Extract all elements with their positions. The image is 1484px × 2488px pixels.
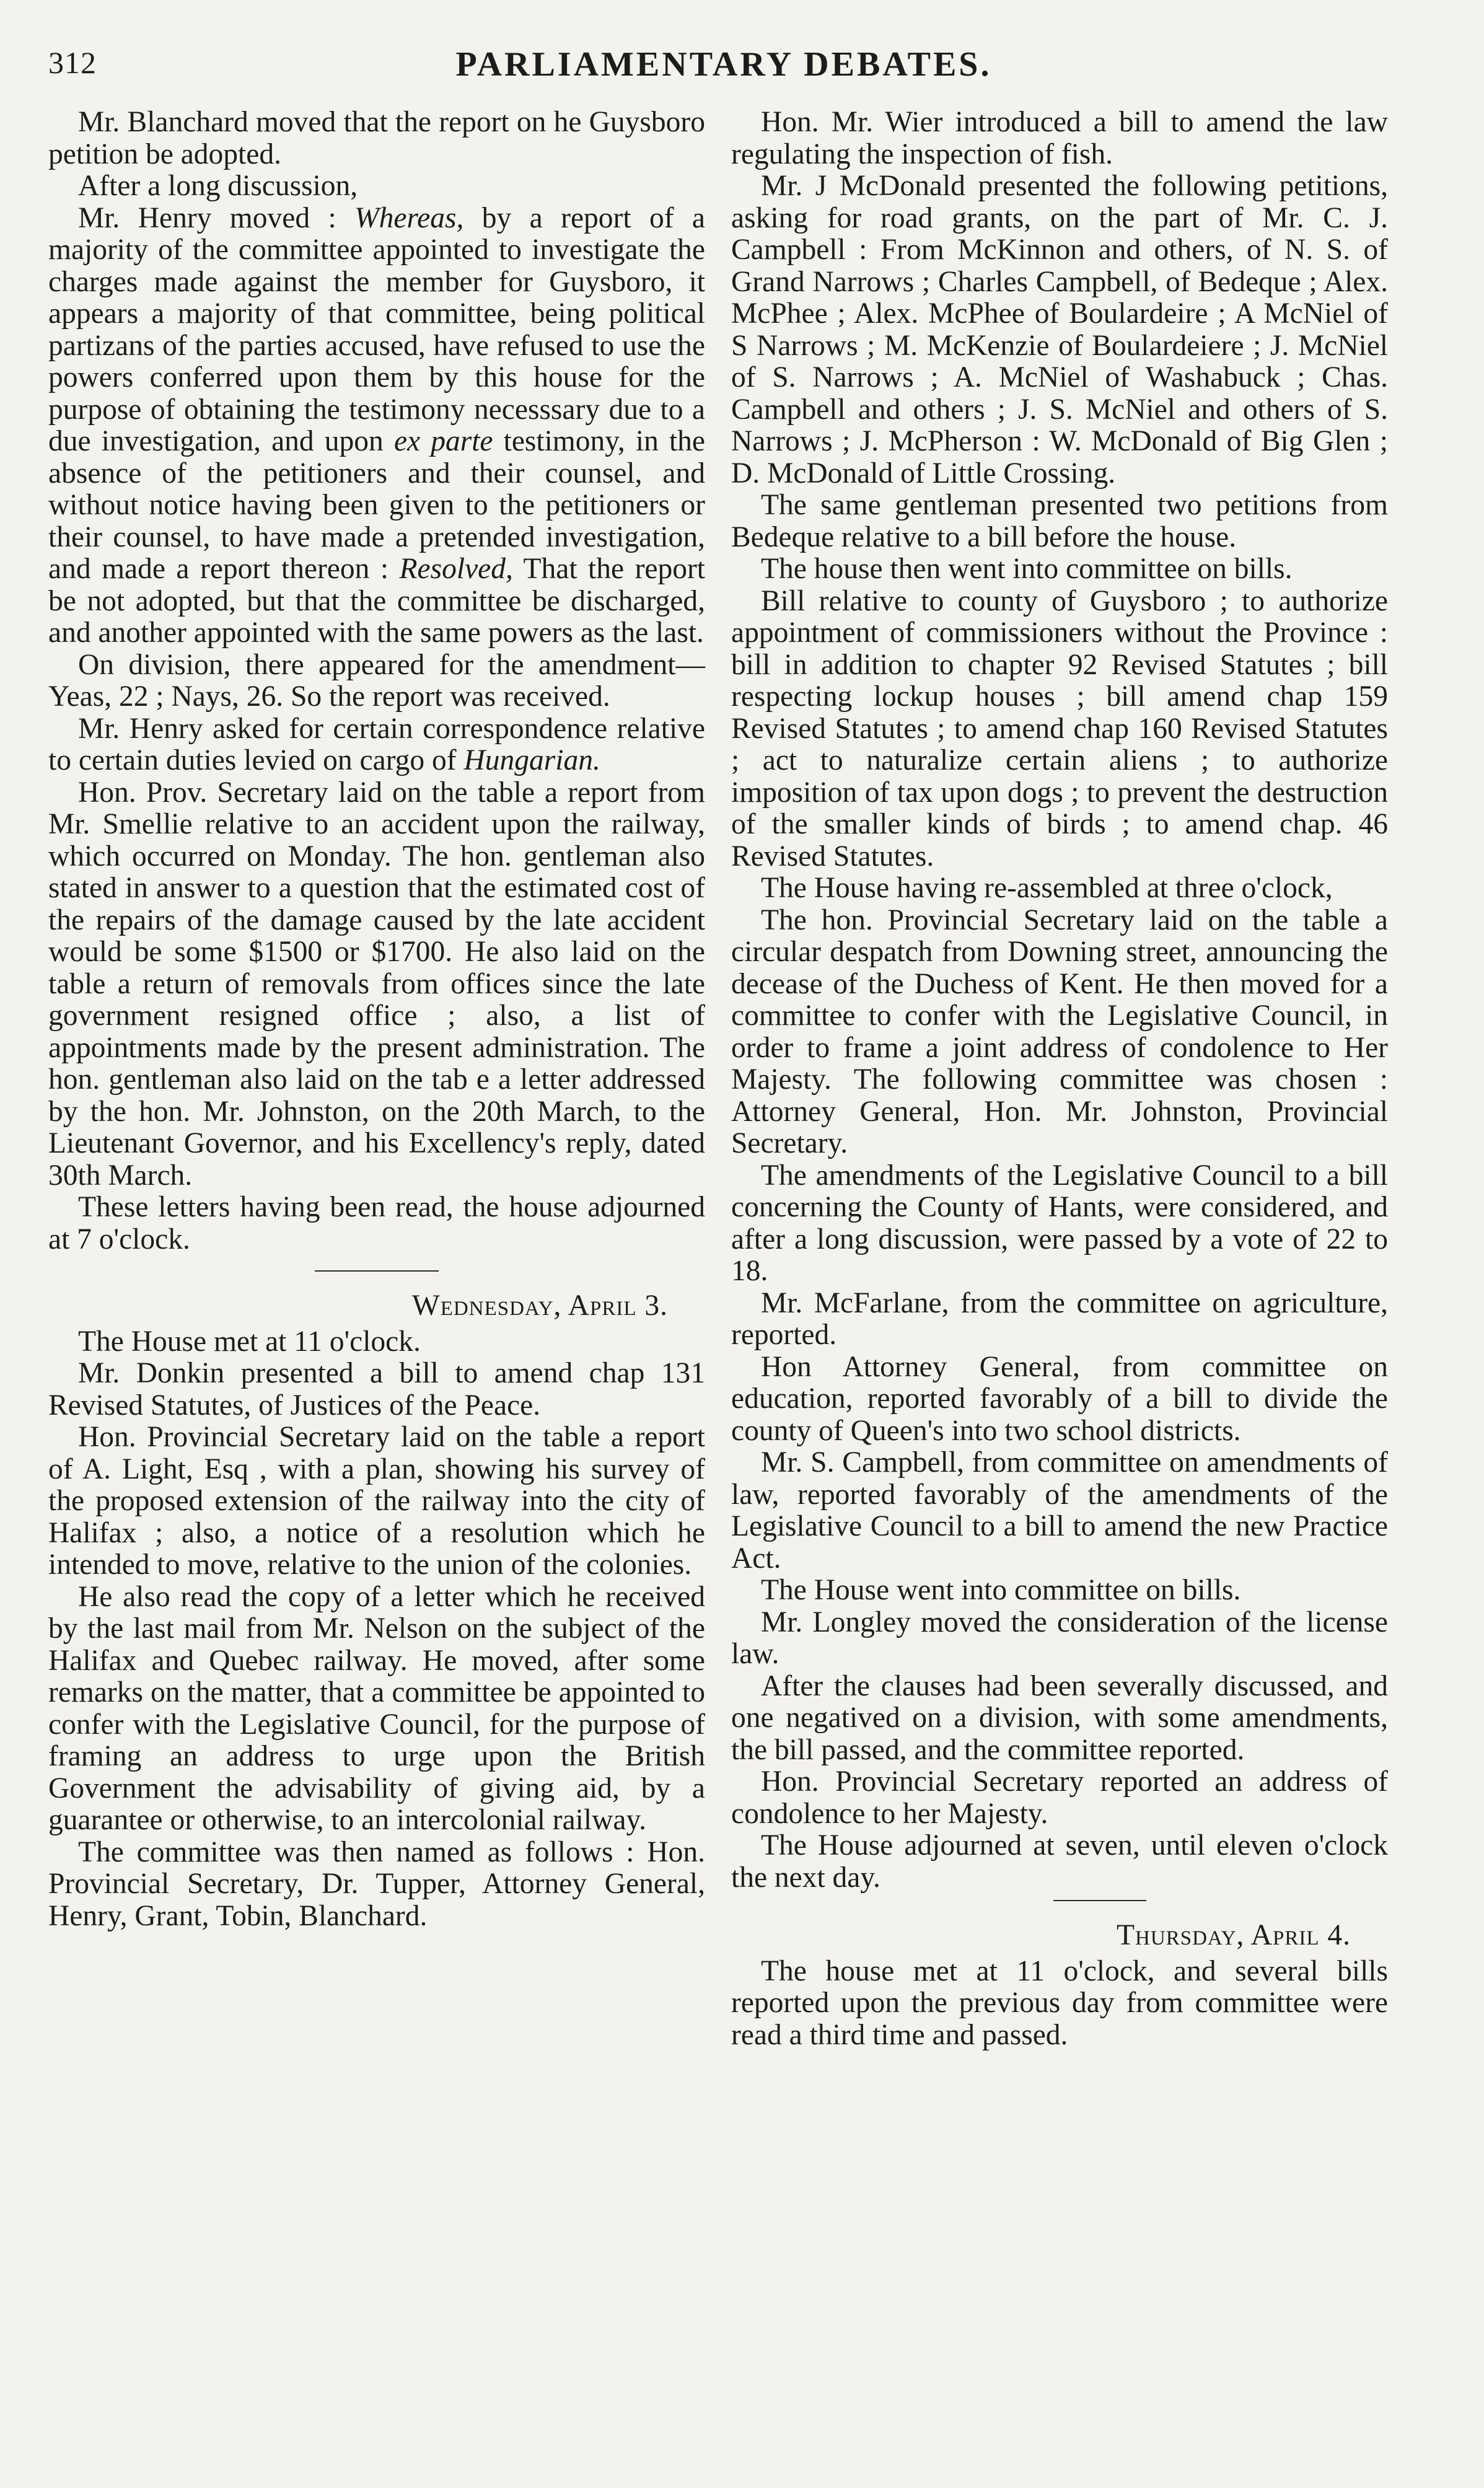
paragraph: Mr. Blanchard moved that the report on he Guysboro petition be adopted. [48, 106, 705, 170]
paragraph [48, 203, 705, 649]
text-run: by a report of a majority of the committee appointed to investigate the charges made against the member for Guysboro, it appears a majority of that committee, being political partizans of the parties accused, have refused to use the powers conferred upon them by this house for the purpose of obtaining the testimony necesssary due to a due investigation, and upon [48, 201, 705, 457]
running-title: PARLIAMENTARY DEBATES. [455, 45, 992, 84]
paragraph: The House having re-assembled at three o'clock, [761, 872, 1333, 904]
paragraph: After the clauses had been severally discussed, and one negatived on a division, with some amendments, the bill passed, and the committee reported. [731, 1669, 1388, 1766]
paragraph: The same gentleman presented two petitions from Bedeque relative to a bill before the house. [731, 489, 1388, 553]
paragraph [48, 713, 705, 777]
italic-run: ex parte [393, 425, 493, 457]
left-column [48, 107, 705, 1932]
paragraph: Mr. McFarlane, from the committee on agriculture, reported. [731, 1286, 1388, 1351]
page-header [48, 45, 1399, 88]
right-column [731, 107, 1388, 2051]
italic-run: Resolved, [399, 553, 513, 585]
paragraph: The House met at 11 o'clock. [78, 1325, 421, 1358]
paragraph: The committee was then named as follows : Hon. Provincial Secretary, Dr. Tupper, Attorney General, Henry, Grant, Tobin, Blanchard. [48, 1835, 705, 1932]
paragraph: Mr. S. Campbell, from committee on amendments of law, reported favorably of the amendments of the Legislative Council to a bill to amend the new Practice Act. [731, 1446, 1388, 1575]
page-number: 312 [48, 45, 97, 80]
paragraph: The House adjourned at seven, until eleven o'clock the next day. [731, 1829, 1388, 1894]
paragraph: The hon. Provincial Secretary laid on the table a circular despatch from Downing street, announcing the decease of the Duchess of Kent. He then moved for a committee to confer with the Legislative Council, in order to frame a joint address of condolence to Her Majesty. The following committee was chosen : Attorney General, Hon. Mr. Johnston, Provincial Secretary. [731, 903, 1388, 1159]
paragraph: Hon. Prov. Secretary laid on the table a report from Mr. Smellie relative to an accident upon the railway, which occurred on Monday. The hon. gentleman also stated in answer to a question that the estimated cost of the repairs of the damage caused by the late accident would be some $1500 or $1700. He also laid on the table a return of removals from offices since the late government resigned office ; also, a list of appointments made by the present administration. The hon. gentleman also laid on the tab e a letter addressed by the hon. Mr. Johnston, on the 20th March, to the Lieutenant Governor, and his Excellency's reply, dated 30th March. [48, 776, 705, 1192]
paragraph: Hon Attorney General, from committee on education, reported favorably of a bill to divide the county of Queen's into two school districts. [731, 1350, 1388, 1447]
text-run: Mr. Henry moved : [78, 201, 336, 234]
paragraph: These letters having been read, the house adjourned at 7 o'clock. [48, 1191, 705, 1255]
paragraph: Mr. Donkin presented a bill to amend chap 131 Revised Statutes, of Justices of the Peace. [48, 1357, 705, 1422]
text-run: testimony, in the absence of the petitioners and their counsel, and without notice having been given to the petitioners or their counsel, to have made a pretended investigation, and made a report thereon : [48, 425, 705, 585]
paragraph: The house then went into committee on bills. [761, 553, 1293, 585]
paragraph: He also read the copy of a letter which he received by the last mail from Mr. Nelson on the subject of the Halifax and Quebec railway. He moved, after some remarks on the matter, that a committee be appointed to confer with the Legislative Council, for the purpose of framing an address to urge upon the British Government the advisability of giving aid, by a guarantee or otherwise, to an intercolonial railway. [48, 1580, 705, 1836]
paragraph: After a long discussion, [78, 170, 358, 202]
paragraph: Hon. Mr. Wier introduced a bill to amend the law regulating the inspection of fish. [731, 106, 1388, 170]
paragraph: The House went into committee on bills. [761, 1574, 1241, 1606]
paragraph: Hon. Provincial Secretary reported an address of condolence to her Majesty. [731, 1765, 1388, 1830]
paragraph: On division, there appeared for the amendment—Yeas, 22 ; Nays, 26. So the report was received. [48, 648, 705, 713]
section-date-wednesday: Wednesday, April 3. [411, 1290, 668, 1322]
section-divider [315, 1270, 439, 1272]
paragraph: The house met at 11 o'clock, and several bills reported upon the previous day from committee were read a third time and passed. [731, 1954, 1388, 2051]
paragraph: Mr. J McDonald presented the following petitions, asking for road grants, on the part of Mr. C. J. Campbell : From McKinnon and others, of N. S. of Grand Narrows ; Charles Campbell, of Bedeque ; Alex. McPhee ; Alex. McPhee of Boulardeire ; A McNiel of S Narrows ; M. McKenzie of Boulardeiere ; J. McNiel of S. Narrows ; A. McNiel of Washabuck ; Chas. Campbell and others ; J. S. McNiel and others of S. Narrows ; J. McPherson : W. McDonald of Big Glen ; D. McDonald of Little Crossing. [731, 170, 1388, 490]
text-run: Mr. Henry asked for certain correspondence relative to certain duties levied on cargo of [48, 712, 705, 776]
paragraph: Hon. Provincial Secretary laid on the table a report of A. Light, Esq , with a plan, showing his survey of the proposed extension of the railway into the city of Halifax ; also, a notice of a resolution which he intended to move, relative to the union of the colonies. [48, 1421, 705, 1581]
italic-run: Hungarian. [463, 744, 600, 776]
paragraph: The amendments of the Legislative Council to a bill concerning the County of Hants, were considered, and after a long discussion, were passed by a vote of 22 to 18. [731, 1159, 1388, 1287]
paragraph: Mr. Longley moved the consideration of the license law. [731, 1606, 1388, 1670]
section-divider [1053, 1900, 1146, 1901]
text-run: That the report be not adopted, but that the committee be discharged, and another appointed with the same powers as the last. [48, 553, 705, 649]
section-date-thursday: Thursday, April 4. [1117, 1919, 1351, 1951]
italic-run: Whereas, [354, 201, 464, 234]
paragraph: Bill relative to county of Guysboro ; to authorize appointment of commissioners without the Province : bill in addition to chapter 92 Revised Statutes ; bill respecting lockup houses ; bill amend chap 159 Revised Statutes ; to amend chap 160 Revised Statutes ; act to naturalize certain aliens ; to authorize imposition of tax upon dogs ; to prevent the destruction of the smaller kinds of birds ; to amend chap. 46 Revised Statutes. [731, 584, 1388, 873]
